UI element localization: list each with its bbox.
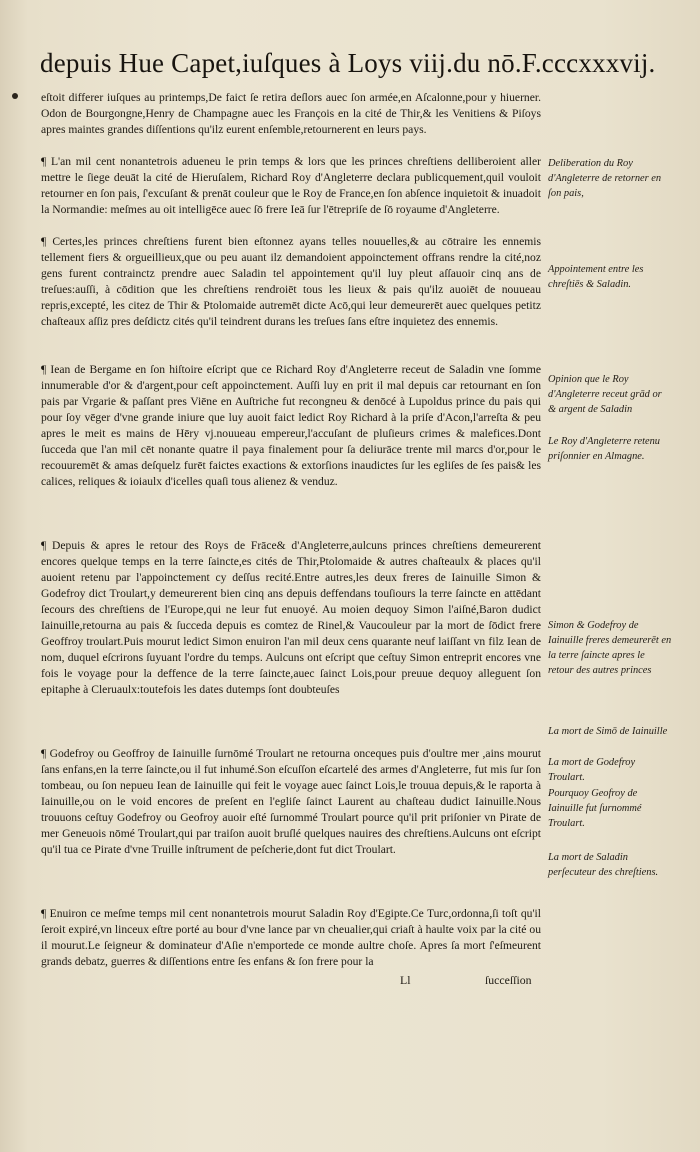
margin-note-6: La mort de Simō de Iainuille	[548, 726, 668, 737]
margin-note-8: Pourquoy Geofroy de Iainuille fut ſurnommé Troulart.	[548, 788, 642, 829]
paragraph-3: ¶ Certes,les princes chreſtiens furent bien eſtonnez ayans telles nouuelles,& au cōtraire les ennemis tellement fiers & orgueillieux,que ou peu auant ilz demandoient appoinctement offrans rendre la cité,noz gens furent contrainctz prendre auec Saladin tel appointement qu'il luy pleut aſſauoir cinq ans de treſues:auſſi, à cōdition que les chreſtiens rendroiēt tous les lieux & pais qu'ilz auoiēt de nouueau repris,excepté, les citez de Thir & Ptolomaide autremēt dicte Acō,qui leur demeurerēt auec quelques petitz chaſteaux aſſiz pres deſdictz cités qu'il teindrent durans les treſues ſans eſtre inquietez des ennemis.	[41, 235, 541, 329]
margin-note-5: Simon & Godefroy de Iainuille freres demeurerēt en la terre ſaincte apres le retour des autres princes	[548, 620, 672, 676]
main-text-block	[41, 90, 541, 970]
margin-note-4: Le Roy d'Angleterre retenu priſonnier en Almagne.	[548, 436, 660, 462]
margin-ornament-dot	[12, 93, 18, 99]
running-title: depuis Hue Capet,iuſques à Loys viij.du nō.F.cccxxxvij.	[40, 48, 656, 78]
margin-note-1: Deliberation du Roy d'Angleterre de retorner en ſon pais,	[548, 158, 662, 199]
margin-note-9: La mort de Saladin perſecuteur des chreſtiens.	[548, 852, 659, 878]
margin-note-2: Appointement entre les chreſtiēs & Saladin.	[548, 264, 644, 290]
paragraph-4: ¶ Iean de Bergame en ſon hiſtoire eſcript que ce Richard Roy d'Angleterre receut de Saladin vne ſomme innumerable d'or & d'argent,pour ceſt appoinctement. Auſſi luy en prit il mal depuis car retournant en ſon pais par Vrgarie & paſſant pres Viēne en Auſtriche fut recongneu & denōcé à Lupoldus prince du pais qui pour ſoy vēger d'vne grande iniure que luy auoit faict ledict Roy Richard à la priſe d'Acon,l'arreſta & peu apres le meit es mains de Hēry vj.nouueau empereur,l'accuſant de pluſieurs crimes & malefices.Dont ſucceda que l'an mil cēt nonante quatre il paya finalement pour ſa deliurāce trente mil marcs d'or,pour le recouuremēt & amas deſquelz furēt faictes exactions & extorſions inaudictes ſur les egliſes de ſes pais& les calices, reliques & ioiaulx d'icelles quaſi tous alienez & venduz.	[41, 363, 541, 489]
paragraph-6: ¶ Godefroy ou Geoffroy de Iainuille ſurnōmé Troulart ne retourna onceques puis d'oultre mer ,ains mourut ſans enfans,en la terre ſaincte,ou il fut inhumé.Son eſcuſſon eſcartelé des armes d'Angleterre, fut mis ſur ſon tombeau, ou ſon nepueu Iean de Iainuille qui feit le voyage auec ſainct Lois,le trouua depuis,& le raporta à Iainuille,ou on le void encores de preſent en l'egliſe ſainct Laurent au chaſteau dudict Iainuille.Nous trouuons ceſtuy Godefroy ou Geofroy auoir eſté ſurnommé Troulart pource qu'il prit priſonier vn Pirate de mer Geneuois nōmé Troulart,qui par traiſon auoit bruſlé quelques nauires des chreſtiens.Aulcuns ont eſcript qu'il tua ce Pirate d'vne Truille inſtrument de peſcherie,dont fut dict Troulart.	[41, 747, 541, 857]
signature-mark: Ll	[400, 973, 411, 987]
paragraph-5: ¶ Depuis & apres le retour des Roys de Frāce& d'Angleterre,aulcuns princes chreſtiens demeurerent encores quelque temps en la terre ſaincte,es cités de Thir,Ptolomaide & autres chaſteaulx & places qu'il auoient retenu par l'appoinctement cy deſſus recité.Entre autres,les deux freres de Iainuille Simon & Godefroy dict Troulart,y demeurerent bien cinq ans depuis deffendans touſiours la terre ſaincte en attēdant ſecours des chreſtiens de l'Europe,qui ne leur fut enuoyé. Au moien dequoy Simon l'aiſné,Baron dudict Iainuille,retourna au pais & ſucceda depuis es comtez de Rinel,& Vaucouleur par la mort de ſōdict frere Geoffroy troulart.Puis mourut ledict Simon enuiron l'an mil deux cens quarante neuf laiſſant vn filz Iean de nom, duquel eſcrirons ſuyuant l'ordre du temps. Aulcuns ont eſcript que ceſtuy Simon entreprit encores vne fois le voyage pour la deffence de la terre ſaincte,auec ſainct Lois,pour preuue dequoy alleguent ſon epitaphe à Cleruaulx:toutefois les dates dutemps ſont doubteuſes	[41, 539, 541, 697]
margin-note-3: Opinion que le Roy d'Angleterre receut grād or & argent de Saladin	[548, 374, 662, 415]
paragraph-7: ¶ Enuiron ce meſme temps mil cent nonantetrois mourut Saladin Roy d'Egipte.Ce Turc,ordonna,ſi toſt qu'il ſeroit expiré,vn linceux eſtre porté au bour d'vne lance par vn cheualier,qui criaſt à haulte voix par la cité ou il mourut.Le ſeigneur & dominateur d'Aſie n'emportede ce monde aultre choſe. Apres ſa mort ſ'eſmeurent grands debatz, guerres & diſſentions entre ſes enfans & ſon frere pour la	[41, 907, 541, 969]
paragraph-1: eſtoit differer iuſques au printemps,De faict ſe retira deſlors auec ſon armée,en Aſcalonne,pour y hiuerner. Odon de Bourgongne,Henry de Champagne auec les François en la cité de Thir,& les Venitiens & Piſoys apres maintes grandes diſſentions qu'ilz eurent enſemble,retournerent en leurs pays.	[41, 91, 541, 137]
catchword: ſucceſſion	[485, 973, 532, 987]
paragraph-2: ¶ L'an mil cent nonantetrois adueneu le prin temps & lors que les princes chreſtiens delliberoient aller mettre le ſiege deuāt la cité de Hieruſalem, Richard Roy d'Angleterre declara publicquement,quil vouloit retourner en ſon pais, ſ'excuſant & prenāt couleur que le Roy de France,en ſon abſence inquietoit & inuadoit la Normandie: meſmes au oit intelligēce auec ſō frere Ieā ſur l'ētrepriſe de ſō royaume d'Angleterre.	[41, 155, 541, 217]
margin-note-7: La mort de Godefroy Troulart.	[548, 757, 636, 783]
